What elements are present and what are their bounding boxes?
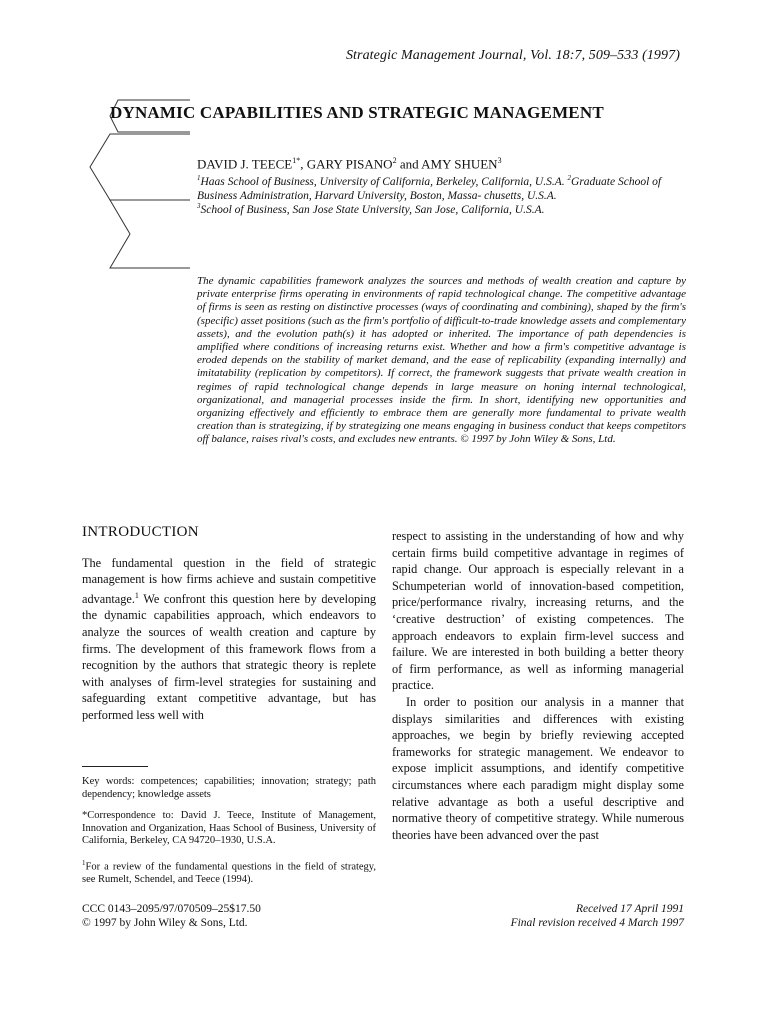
affiliation-bracket (110, 200, 190, 268)
author-mark: 2 (392, 156, 397, 165)
keywords: Key words: competences; capabilities; innovation; strategy; path dependency; knowledge assets (82, 776, 376, 800)
left-column (82, 524, 376, 724)
right-column (392, 528, 684, 843)
decorative-brackets (0, 0, 768, 270)
author-separator: , (300, 156, 307, 172)
journal-citation: Strategic Management Journal, Vol. 18:7, 509–533 (1997) (345, 48, 680, 63)
paragraph-text: We confront this question here by developing the dynamic capabilities approach, which endeavors to analyze the sources of wealth creation and capture by firms. The development of this framework flows from a recognition by the authors that strategic theory is replete with analyses of firm-level strategies for sustaining and safeguarding extant competitive advantage, but has performed less well with (82, 591, 376, 723)
author-bracket (90, 134, 190, 200)
author-mark: 1* (292, 156, 301, 165)
affiliation-text: School of Business, San Jose State University, San Jose, California, U.S.A. (200, 203, 545, 216)
body-paragraph (82, 555, 376, 724)
footnote-1 (82, 857, 376, 887)
footnotes (82, 776, 376, 895)
footnote-text: For a review of the fundamental questions in the field of strategy, see Rumelt, Schendel, and Teece (1994). (82, 861, 376, 885)
final-revision-date: Final revision received 4 March 1997 (510, 917, 684, 929)
footnote-divider (82, 766, 148, 767)
received-date: Received 17 April 1991 (575, 903, 684, 915)
affiliation-text: Haas School of Business, University of California, Berkeley, California, U.S.A. (200, 175, 565, 188)
received-dates (511, 902, 684, 930)
section-heading: INTRODUCTION (82, 524, 199, 540)
paragraph-text: The fundamental question in the field of strategic management is how firms achieve and sustain competitive advantage. (82, 555, 376, 606)
correspondence-note: *Correspondence to: David J. Teece, Institute of Management, Innovation and Organization, Haas School of Business, University of California, Berkeley, CA 94720–1930, U.S.A. (82, 810, 376, 846)
author-name: AMY SHUEN (421, 156, 498, 172)
article-title: DYNAMIC CAPABILITIES AND STRATEGIC MANAGEMENT (110, 103, 604, 122)
ccc-code: CCC 0143–2095/97/070509–25$17.50 (82, 903, 261, 915)
author-mark: 3 (497, 156, 502, 165)
author-list (197, 156, 502, 172)
affiliation-mark: 3 (197, 202, 201, 210)
publication-info (82, 902, 261, 930)
author-name: DAVID J. TEECE (197, 156, 293, 172)
affiliation-mark: 1 (197, 174, 201, 182)
author-name: GARY PISANO (306, 156, 393, 172)
affiliation-block (197, 199, 697, 217)
body-paragraph: respect to assisting in the understanding of how and why certain firms build competitive advantage in regimes of rapid change. Our approach is especially relevant in a Schumpeterian world of innovation-based competition, price/performance rivalry, increasing returns, and the ‘creative destruction’ of existing competences. The approach endeavors to explain firm-level success and failure. We are interested in both building a better theory of firm performance, as well as informing managerial practice. (392, 529, 684, 693)
abstract: The dynamic capabilities framework analyzes the sources and methods of wealth creation and capture by private enterprise firms operating in environments of rapid technological change. The competitive advantage of firms is seen as resting on distinctive processes (ways of coordinating and combining), shaped by the firm's (specific) asset positions (such as the firm's portfolio of difficult-to-trade knowledge assets and complementary assets), and the evolution path(s) it has adopted or inherited. The importance of path dependencies is amplified where conditions of increasing returns exist. Whether and how a firm's competitive advantage is eroded depends on the stability of market demand, and the ease of replicability (expanding internally) and imitatability (replication by competitors). If correct, the framework suggests that private wealth creation in regimes of rapid technological change depends in large measure on honing internal technological, organizational, and managerial processes inside the firm. In short, identifying new opportunities and organizing effectively and efficiently to embrace them are generally more fundamental to private wealth creation than is strategizing, if by strategizing one means engaging in business conduct that keeps competitors off balance, raises rival's costs, and excludes new entrants. © 1997 by John Wiley & Sons, Ltd. (197, 275, 686, 446)
footnote-mark: 1 (134, 590, 139, 600)
body-paragraph: In order to position our analysis in a manner that displays similarities and differences with existing approaches, we begin by briefly reviewing accepted frameworks for strategic management. We endeavor to expose implicit assumptions, and identify competitive circumstances where each paradigm might display some relative advantage as both a useful descriptive and normative theory of competitive strategy. While numerous theories have been advanced over the past (392, 694, 684, 842)
affiliation-text: Graduate School of Business Administration, Harvard University, Boston, Massa- chusetts, U.S.A. (197, 175, 662, 202)
footnote-mark: 1 (82, 858, 86, 867)
affiliation-mark: 2 (567, 174, 572, 182)
copyright: © 1997 by John Wiley & Sons, Ltd. (82, 917, 248, 929)
author-separator: and (396, 156, 422, 172)
